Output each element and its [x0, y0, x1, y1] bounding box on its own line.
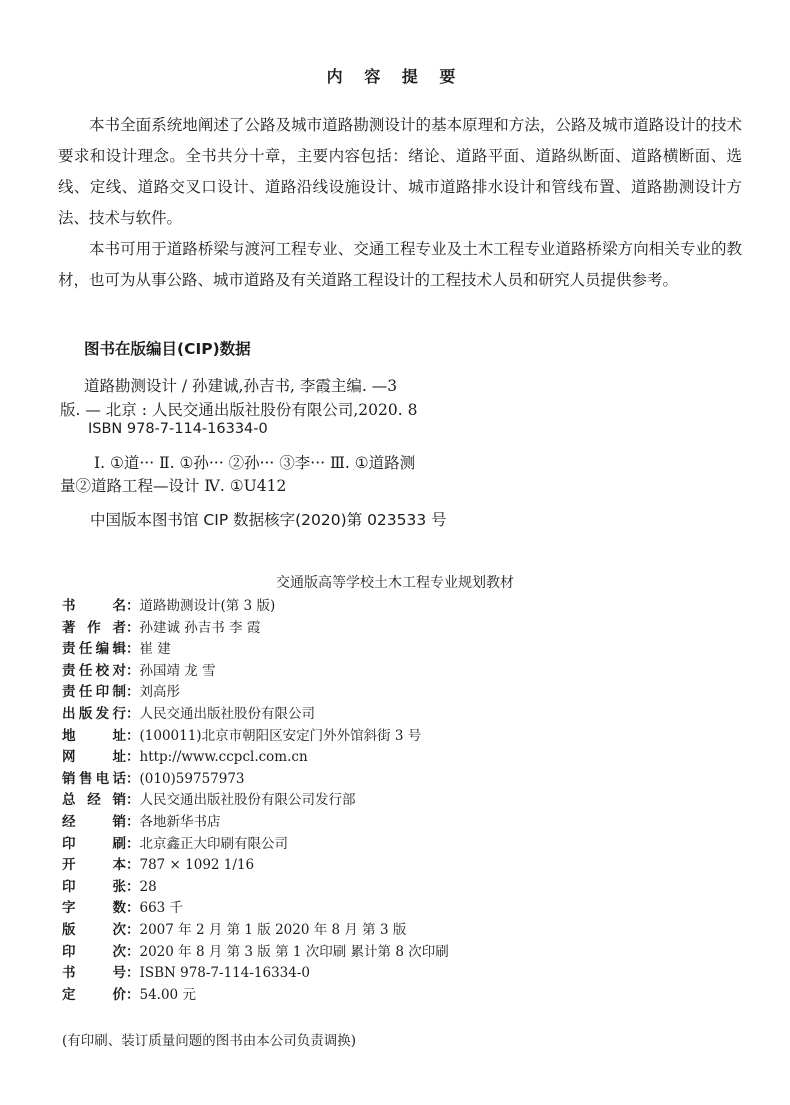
colophon-label: 出版发行 — [62, 705, 126, 722]
footnote: (有印刷、装订质量问题的图书由本公司负责调换) — [62, 1033, 357, 1049]
colophon-value: 各地新华书店 — [139, 813, 221, 830]
colophon-value: 787 × 1092 1/16 — [139, 857, 255, 874]
cip-line: 版. — 北京 : 人民交通出版社股份有限公司,2020. 8 — [60, 401, 418, 419]
colophon-value: (010)59757973 — [139, 770, 245, 787]
colophon-value: 道路勘测设计(第 3 版) — [139, 598, 276, 614]
colophon-label: 印刷 — [62, 835, 126, 852]
colophon-label: 著作者 — [62, 619, 126, 636]
colophon-value: 孙国靖 龙 雪 — [139, 662, 216, 679]
colophon-value: 北京鑫正大印刷有限公司 — [139, 835, 288, 852]
colophon-row: 销售电话：(010)59757973 — [62, 769, 449, 791]
colophon-row: 出版发行：人民交通出版社股份有限公司 — [62, 704, 449, 726]
cip-line: Ⅰ. ①道··· Ⅱ. ①孙··· ②孙··· ③李··· Ⅲ. ①道路测 — [94, 454, 416, 472]
colophon-value: 54.00 元 — [139, 986, 196, 1003]
colophon-label: 责任编辑 — [62, 641, 126, 658]
colophon-value: ISBN 978-7-114-16334-0 — [139, 965, 311, 982]
colophon — [62, 596, 449, 1006]
colophon-label: 印次 — [62, 943, 126, 960]
colophon-label: 字数 — [62, 900, 126, 917]
colophon-label: 网址 — [62, 749, 126, 766]
colophon-row: 印刷：北京鑫正大印刷有限公司 — [62, 834, 449, 856]
colophon-row: 书号：ISBN 978-7-114-16334-0 — [62, 963, 449, 985]
colophon-value: 刘高彤 — [139, 684, 180, 701]
colophon-row: 经销：各地新华书店 — [62, 812, 449, 834]
colophon-label: 销售电话 — [62, 770, 126, 787]
colophon-row: 网址：http://www.ccpcl.com.cn — [62, 747, 449, 769]
colophon-row: 开本：787 × 1092 1/16 — [62, 855, 449, 877]
colophon-row: 总经销：人民交通出版社股份有限公司发行部 — [62, 790, 449, 812]
cip-line: 量②道路工程—设计 Ⅳ. ①U412 — [60, 477, 287, 495]
colophon-row: 定价：54.00 元 — [62, 985, 449, 1007]
colophon-row: 书名：道路勘测设计(第 3 版) — [62, 596, 449, 618]
colophon-label: 开本 — [62, 857, 126, 874]
colophon-row: 地址：(100011)北京市朝阳区安定门外外馆斜街 3 号 — [62, 726, 449, 748]
colophon-value: 孙建诚 孙吉书 李 霞 — [139, 619, 261, 636]
summary-title: 内 容 提 要 — [326, 67, 464, 86]
colophon-value: 2020 年 8 月 第 3 版 第 1 次印刷 累计第 8 次印刷 — [139, 943, 449, 960]
colophon-value: 人民交通出版社股份有限公司发行部 — [139, 792, 356, 809]
cip-line: ISBN 978-7-114-16334-0 — [88, 421, 268, 437]
series-name: 交通版高等学校土木工程专业规划教材 — [276, 575, 514, 591]
colophon-row: 版次：2007 年 2 月 第 1 版 2020 年 8 月 第 3 版 — [62, 920, 449, 942]
colophon-row: 责任校对：孙国靖 龙 雪 — [62, 661, 449, 683]
cip-line: 中国版本图书馆 CIP 数据核字(2020)第 023533 号 — [90, 511, 447, 529]
summary-text — [58, 110, 742, 296]
cip-heading: 图书在版编目(CIP)数据 — [84, 340, 251, 358]
colophon-label: 书号 — [62, 965, 126, 982]
colophon-value: 2007 年 2 月 第 1 版 2020 年 8 月 第 3 版 — [139, 921, 407, 938]
colophon-label: 定价 — [62, 986, 126, 1003]
colophon-row: 责任编辑：崔 建 — [62, 639, 449, 661]
colophon-label: 责任印制 — [62, 684, 126, 701]
colophon-row: 印张：28 — [62, 877, 449, 899]
colophon-label: 版次 — [62, 921, 126, 938]
colophon-value: (100011)北京市朝阳区安定门外外馆斜街 3 号 — [139, 727, 422, 744]
colophon-label: 总经销 — [62, 792, 126, 809]
colophon-row: 字数：663 千 — [62, 898, 449, 920]
colophon-label: 印张 — [62, 878, 126, 895]
colophon-value: 28 — [139, 878, 157, 895]
summary-paragraph: 本书可用于道路桥梁与渡河工程专业、交通工程专业及土木工程专业道路桥梁方向相关专业的教材，也可为从事公路、城市道路及有关道路工程设计的工程技术人员和研究人员提供参考。 — [58, 240, 742, 289]
colophon-value: 崔 建 — [139, 641, 171, 658]
colophon-label: 地址 — [62, 727, 126, 744]
colophon-value: 663 千 — [139, 900, 184, 917]
cip-line: 道路勘测设计 / 孙建诚,孙吉书, 李霞主编. —3 — [84, 377, 398, 395]
colophon-value: 人民交通出版社股份有限公司 — [139, 705, 315, 722]
colophon-row: 印次：2020 年 8 月 第 3 版 第 1 次印刷 累计第 8 次印刷 — [62, 942, 449, 964]
colophon-value: http://www.ccpcl.com.cn — [139, 749, 308, 766]
colophon-label: 责任校对 — [62, 662, 126, 679]
colophon-label: 经销 — [62, 813, 126, 830]
colophon-label: 书名 — [62, 598, 126, 614]
colophon-row: 责任印制：刘高彤 — [62, 682, 449, 704]
summary-paragraph: 本书全面系统地阐述了公路及城市道路勘测设计的基本原理和方法，公路及城市道路设计的技术要求和设计理念。全书共分十章，主要内容包括：绪论、道路平面、道路纵断面、道路横断面、选线、定线、道路交叉口设计、道路沿线设施设计、城市道路排水设计和管线布置、道路勘测设计方法、技术与软件。 — [58, 116, 742, 227]
colophon-row: 著作者：孙建诚 孙吉书 李 霞 — [62, 618, 449, 640]
